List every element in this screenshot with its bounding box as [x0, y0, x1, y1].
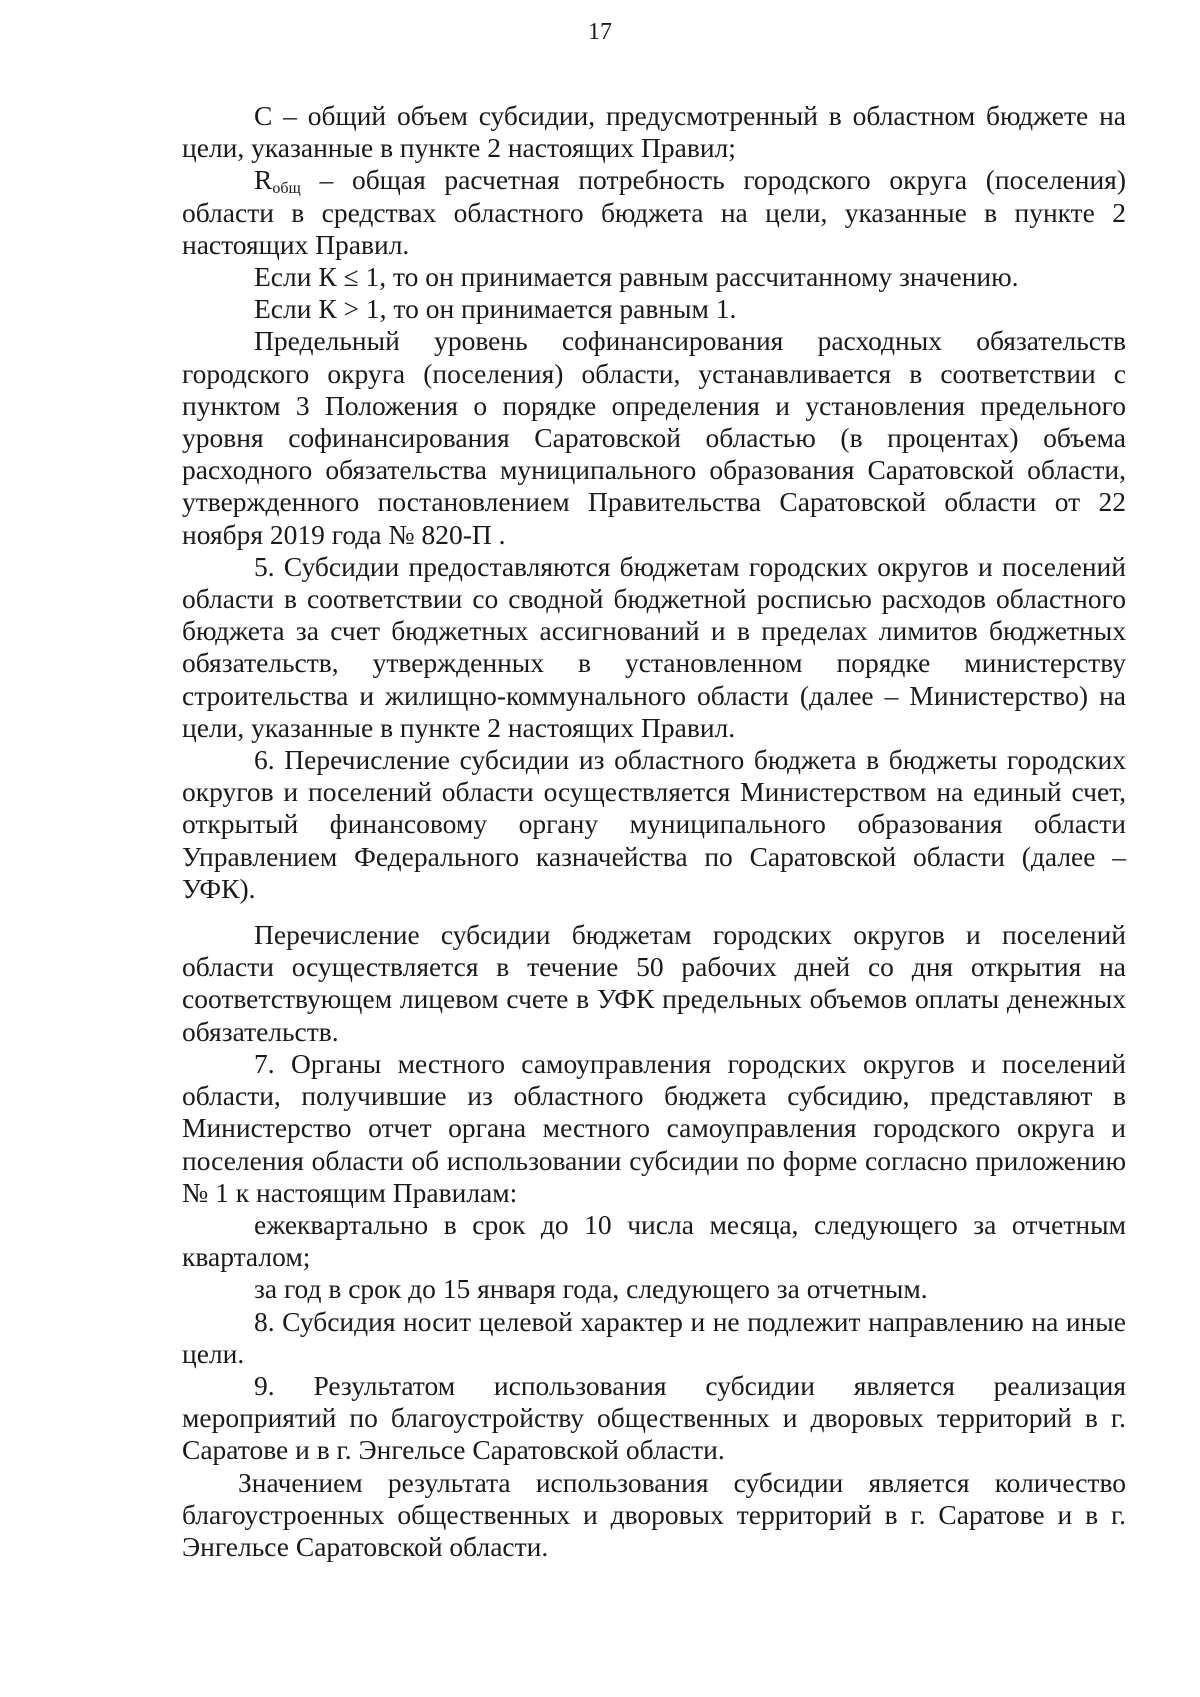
paragraph-item-9: 9. Результатом использования субсидии является реализация мероприятий по благоустройству общественных и дворовых территорий в г. Саратове и в г. Энгельсе Саратовской области. — [182, 1369, 1126, 1466]
paragraph-c-definition: С – общий объем субсидии, предусмотренный в областном бюджете на цели, указанные в пункте 2 настоящих Правил; — [182, 100, 1126, 164]
paragraph-yearly: за год в срок до 15 января года, следующего за отчетным. — [254, 1273, 928, 1305]
paragraph-k-greater: Если К > 1, то он принимается равным 1. — [254, 293, 737, 325]
paragraph-quarterly: ежеквартально в срок до 10 числа месяца, следующего за отчетным кварталом; — [182, 1208, 1126, 1273]
paragraph-cofinancing-level: Предельный уровень софинансирования расходных обязательств городского округа (поселения) области, устанавливается в соответствии с пунктом 3 Положения о порядке определения и установления предельного уровня софинансирования Саратовской областью (в процентах) объема расходного обязательства муниципального образования Саратовской области, утвержденного постановлением Правительства Саратовской области от 22 ноября 2019 года № 820-П . — [182, 325, 1126, 550]
paragraph-r-definition — [182, 164, 1126, 261]
paragraph-item-7: 7. Органы местного самоуправления городских округов и поселений области, получившие из областного бюджета субсидию, представляют в Министерство отчет органа местного самоуправления городского округа и поселения области об использовании субсидии по форме согласно приложению № 1 к настоящим Правилам: — [182, 1047, 1126, 1208]
r-symbol: R — [254, 164, 273, 196]
paragraph-k-less-equal: Если К ≤ 1, то он принимается равным рассчитанному значению. — [254, 261, 1019, 293]
paragraph-transfer-terms: Перечисление субсидии бюджетам городских округов и поселений области осуществляется в течение 50 рабочих дней со дня открытия на соответствующем лицевом счете в УФК предельных объемов оплаты денежных обязательств. — [182, 919, 1126, 1047]
r-definition-text: – общая расчетная потребность городского округа (поселения) области в средствах областного бюджета на цели, указанные в пункте 2 настоящих Правил. — [182, 164, 1126, 260]
paragraph-item-5: 5. Субсидии предоставляются бюджетам городских округов и поселений области в соответствии со сводной бюджетной росписью расходов областного бюджета за счет бюджетных ассигнований и в пределах лимитов бюджетных обязательств, утвержденных в установленном порядке министерству строительства и жилищно-коммунального области (далее – Министерство) на цели, указанные в пункте 2 настоящих Правил. — [182, 550, 1126, 743]
paragraph-item-6: 6. Перечисление субсидии из областного бюджета в бюджеты городских округов и поселений области осуществляется Министерством на единый счет, открытый финансовому органу муниципального образования области Управлением Федерального казначейства по Саратовской области (далее – УФК). — [182, 744, 1126, 904]
page-number: 17 — [588, 19, 612, 45]
paragraph-item-8: 8. Субсидия носит целевой характер и не подлежит направлению на иные цели. — [182, 1305, 1126, 1369]
r-subscript: общ — [272, 180, 301, 198]
document-body — [182, 100, 1126, 1563]
paragraph-result-value: Значением результата использования субсидии является количество благоустроенных общественных и дворовых территорий в г. Саратове и в г. Энгельсе Саратовской области. — [182, 1466, 1126, 1562]
